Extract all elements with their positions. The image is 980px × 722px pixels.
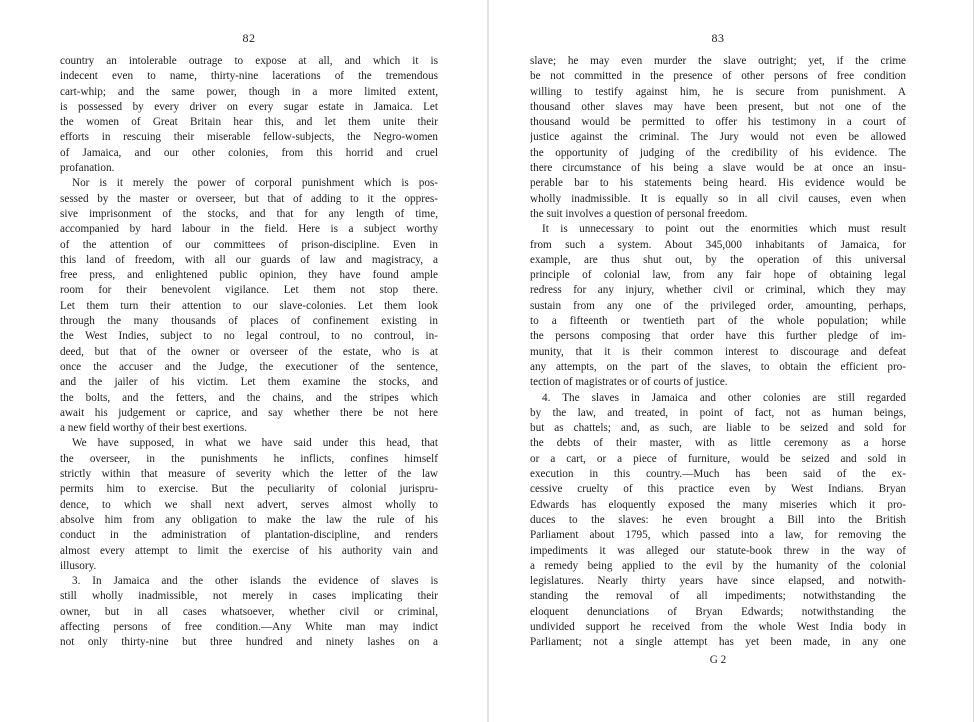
text-line: permits him to exercise. But the peculiarity of colonial jurispru- xyxy=(60,483,438,496)
text-line: wholly inadmissible. It is equally so in all civil causes, even when xyxy=(530,192,906,205)
text-line: the overseer, in the punishments he inflicts, confines himself xyxy=(60,452,438,465)
text-line: affecting persons of free condition.—Any White man may indict xyxy=(60,620,438,633)
text-line: is possessed by every driver on every sugar estate in Jamaica. Let xyxy=(60,100,438,113)
text-line: almost every attempt to limit the exercise of his authority vain and xyxy=(60,544,438,557)
text-line: be not committed in the presence of other persons of free condition xyxy=(530,70,906,83)
text-line: cessive cruelty of this practice even by West Indians. Bryan xyxy=(530,483,906,496)
text-line: by the law, and treated, in point of fact, not as human beings, xyxy=(530,406,906,419)
text-line: duces to the slaves: he even brought a Bill into the British xyxy=(530,513,906,526)
left-page-text xyxy=(60,54,438,651)
text-line: tection of magistrates or of courts of justice. xyxy=(530,376,728,389)
text-line: Edwards has eloquently exposed the many miseries which it pro- xyxy=(530,498,906,511)
text-line: once the accuser and the Judge, the executioner of the sentence, xyxy=(60,360,438,373)
text-line: legislatures. Nearly thirty years have since elapsed, and notwith- xyxy=(530,575,906,588)
text-line: the women of Great Britain hear this, and let them unite their xyxy=(60,116,438,129)
left-page-number: 82 xyxy=(242,31,256,45)
book-gutter xyxy=(487,0,489,722)
text-line: justice against the criminal. The Jury would not even be allowed xyxy=(530,131,906,144)
text-line: Nor is it merely the power of corporal punishment which is pos- xyxy=(72,177,438,190)
signature-mark: G 2 xyxy=(709,653,727,666)
text-line: profanation. xyxy=(60,162,115,175)
text-line: 4. The slaves in Jamaica and other colonies are still regarded xyxy=(542,391,906,404)
text-line: of the attention of our committees of prison-discipline. Even in xyxy=(60,238,438,251)
right-page-number: 83 xyxy=(711,31,725,45)
text-line: slave; he may even murder the slave outright; yet, if the crime xyxy=(530,55,906,67)
text-line: a remedy being applied to the evil by the humanity of the colonial xyxy=(530,559,906,572)
text-line: or a cart, or a piece of furniture, would be seized and sold in xyxy=(530,452,906,465)
text-line: dence, to which we shall next advert, serves almost wholly to xyxy=(60,498,438,511)
text-line: It is unnecessary to point out the enormities which must result xyxy=(542,223,906,236)
text-line: cart-whip; and the same power, though in a more limited extent, xyxy=(60,85,438,98)
text-line: impediments it was alleged our statute-book threw in the way of xyxy=(530,544,906,557)
text-line: accompanied by hard labour in the field. Here is a subject worthy xyxy=(60,223,438,236)
right-page-text xyxy=(530,54,906,668)
text-line: the opportunity of judging of the credibility of his evidence. The xyxy=(530,146,906,159)
text-line: the persons composing that order have this further pledge of im- xyxy=(530,330,906,343)
text-line: not only thirty-nine but three hundred and ninety lashes on a xyxy=(60,636,438,649)
text-line: still wholly inadmissible, not merely in cases implicating their xyxy=(60,590,438,603)
text-line: a new field worthy of their best exertions. xyxy=(60,422,248,435)
text-line: thousand other slaves may have been present, but not one of the xyxy=(530,100,906,113)
text-line: absolve him from any obligation to make the law the rule of his xyxy=(60,513,438,526)
text-line: room for their benevolent vigilance. Let them not stop there. xyxy=(60,284,438,297)
text-line: free press, and enlightened public opinion, they have found ample xyxy=(60,269,438,282)
text-line: example, are thus shut out, by the operation of this universal xyxy=(530,253,906,266)
text-line: through the many thousands of places of confinement existing in xyxy=(60,315,438,328)
text-line: efforts in rescuing their miserable fellow-subjects, the Negro-women xyxy=(60,131,438,144)
text-line: thousand would be permitted to offer his testimony in a court of xyxy=(530,116,906,129)
text-line: redress for any injury, whether civil or criminal, which they may xyxy=(530,284,906,297)
text-line: Parliament about 1795, which passed into a law, for removing the xyxy=(530,529,906,542)
text-line: from such a system. About 345,000 inhabitants of Jamaica, for xyxy=(530,238,906,251)
text-line: and the jailer of his victim. Let them examine the stocks, and xyxy=(60,376,438,389)
text-line: conduct in the administration of plantation-discipline, and renders xyxy=(60,529,438,542)
text-line: eloquent denunciations of Bryan Edwards; notwithstanding the xyxy=(530,605,906,618)
text-line: illusory. xyxy=(60,559,97,572)
text-line: to a fifteenth or twentieth part of the whole population; while xyxy=(530,315,906,328)
text-line: Let them turn their attention to our slave-colonies. Let them look xyxy=(60,299,438,312)
text-line: standing the removal of all impediments; notwithstanding the xyxy=(530,590,906,603)
text-line: the debts of their master, with as little ceremony as a horse xyxy=(530,437,906,450)
text-line: await his judgement or caprice, and say whether there be not here xyxy=(60,406,438,419)
text-line: principle of colonial law, from any fair hope of obtaining legal xyxy=(530,269,906,282)
text-line: execution in this country.—Much has been said of the ex- xyxy=(530,468,906,481)
text-line: sive imprisonment of the stocks, and that for any length of time, xyxy=(60,207,438,220)
text-line: sustain from any one of the privileged order, amounting, perhaps, xyxy=(530,299,906,312)
text-line: We have supposed, in what we have said under this head, that xyxy=(72,437,438,450)
text-line: owner, but in all cases whatsoever, whether civil or criminal, xyxy=(60,605,438,618)
text-line: strictly within that measure of severity which the letter of the law xyxy=(60,468,438,481)
text-line: but as chattels; and, as such, are liable to be seized and sold for xyxy=(530,422,906,435)
text-line: 3. In Jamaica and the other islands the evidence of slaves is xyxy=(72,575,438,588)
text-line: deed, but that of the owner or overseer of the estate, who is at xyxy=(60,345,438,358)
text-line: the West Indies, subject to no legal controul, to no controul, in- xyxy=(60,330,438,343)
text-line: this land of freedom, with all our guards of law and magistracy, a xyxy=(60,253,438,266)
text-line: the bolts, and the fetters, and the chains, and the stripes which xyxy=(60,391,438,404)
text-line: the suit involves a question of personal freedom. xyxy=(530,207,748,220)
text-line: of Jamaica, and our other colonies, from this horrid and cruel xyxy=(60,146,438,159)
text-line: willing to testify against him, he is secure from punishment. A xyxy=(530,85,906,98)
text-line: any attempts, on the part of the slaves, to obtain the efficient pro- xyxy=(530,360,906,373)
page-edge xyxy=(973,0,974,722)
text-line: perable bar to his statements being heard. His evidence would be xyxy=(530,177,906,190)
text-line: sessed by the master or overseer, but that of adding to it the oppres- xyxy=(60,192,438,205)
text-line: undivided support he received from the whole West India body in xyxy=(530,620,906,633)
text-line: munity, that it is their common interest to discourage and defeat xyxy=(530,345,906,358)
text-line: Parliament; not a single attempt has yet been made, in any one xyxy=(530,636,906,649)
text-line: there circumstance of his being a slave would be at once an insu- xyxy=(530,162,906,175)
text-line: country an intolerable outrage to expose at all, and which it is xyxy=(60,55,438,67)
text-line: indecent even to name, thirty-nine lacerations of the tremendous xyxy=(60,70,438,83)
